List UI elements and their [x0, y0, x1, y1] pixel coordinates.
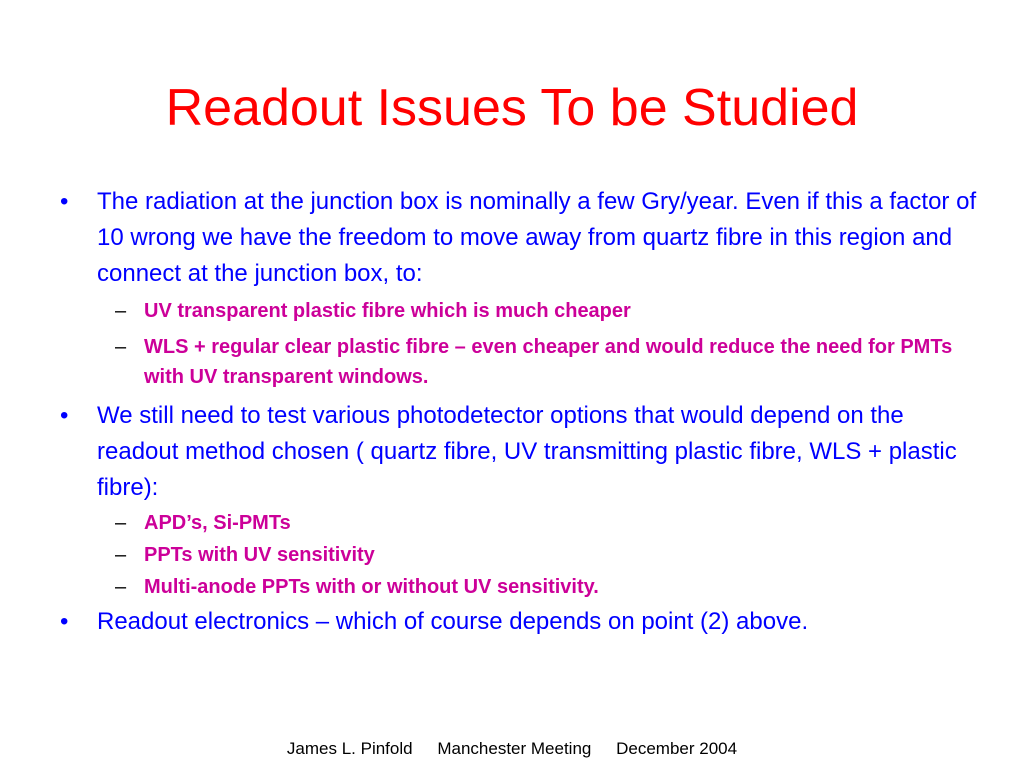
footer-author: James L. Pinfold [286, 739, 413, 758]
dash-mark: – [115, 336, 127, 358]
slide-content [60, 184, 990, 640]
bullet-item-1 [60, 184, 990, 292]
bullet-item-3 [60, 604, 990, 640]
dash-mark: – [115, 576, 127, 598]
sub-text: PPTs with UV sensitivity [144, 544, 375, 566]
slide-title: Readout Issues To be Studied [165, 79, 859, 137]
bullet-mark: • [60, 608, 69, 635]
bullet-text: Readout electronics – which of course depends on point (2) above. [97, 608, 809, 635]
slide-footer [0, 738, 1024, 760]
bullet-text: We still need to test various photodetector options that would depend on the readout method chosen ( quartz fibre, UV transmitting plastic fibre, WLS + plastic fibre): [97, 402, 957, 501]
sub-text: WLS + regular clear plastic fibre – even cheaper and would reduce the need for PMTs with UV transparent windows. [144, 336, 953, 388]
sub-item-2-2 [60, 540, 990, 570]
dash-mark: – [115, 544, 127, 566]
sub-item-2-1 [60, 508, 990, 538]
sub-item-1-2 [60, 332, 990, 392]
sub-text: APD’s, Si-PMTs [144, 512, 291, 534]
bullet-mark: • [60, 188, 69, 215]
sub-text: Multi-anode PPTs with or without UV sensitivity. [144, 576, 599, 598]
sub-list-2 [60, 508, 990, 602]
bullet-item-2 [60, 398, 990, 506]
footer-meeting: Manchester Meeting [437, 739, 592, 758]
sub-item-1-1 [60, 296, 990, 326]
dash-mark: – [115, 512, 127, 534]
footer-date: December 2004 [616, 739, 738, 758]
sub-item-2-3 [60, 572, 990, 602]
sub-text: UV transparent plastic fibre which is much cheaper [144, 300, 631, 322]
dash-mark: – [115, 300, 127, 322]
bullet-mark: • [60, 402, 69, 429]
bullet-text: The radiation at the junction box is nominally a few Gry/year. Even if this a factor of 10 wrong we have the freedom to move away from quartz fibre in this region and connect at the junction box, to: [97, 188, 977, 287]
sub-list-1 [60, 296, 990, 392]
